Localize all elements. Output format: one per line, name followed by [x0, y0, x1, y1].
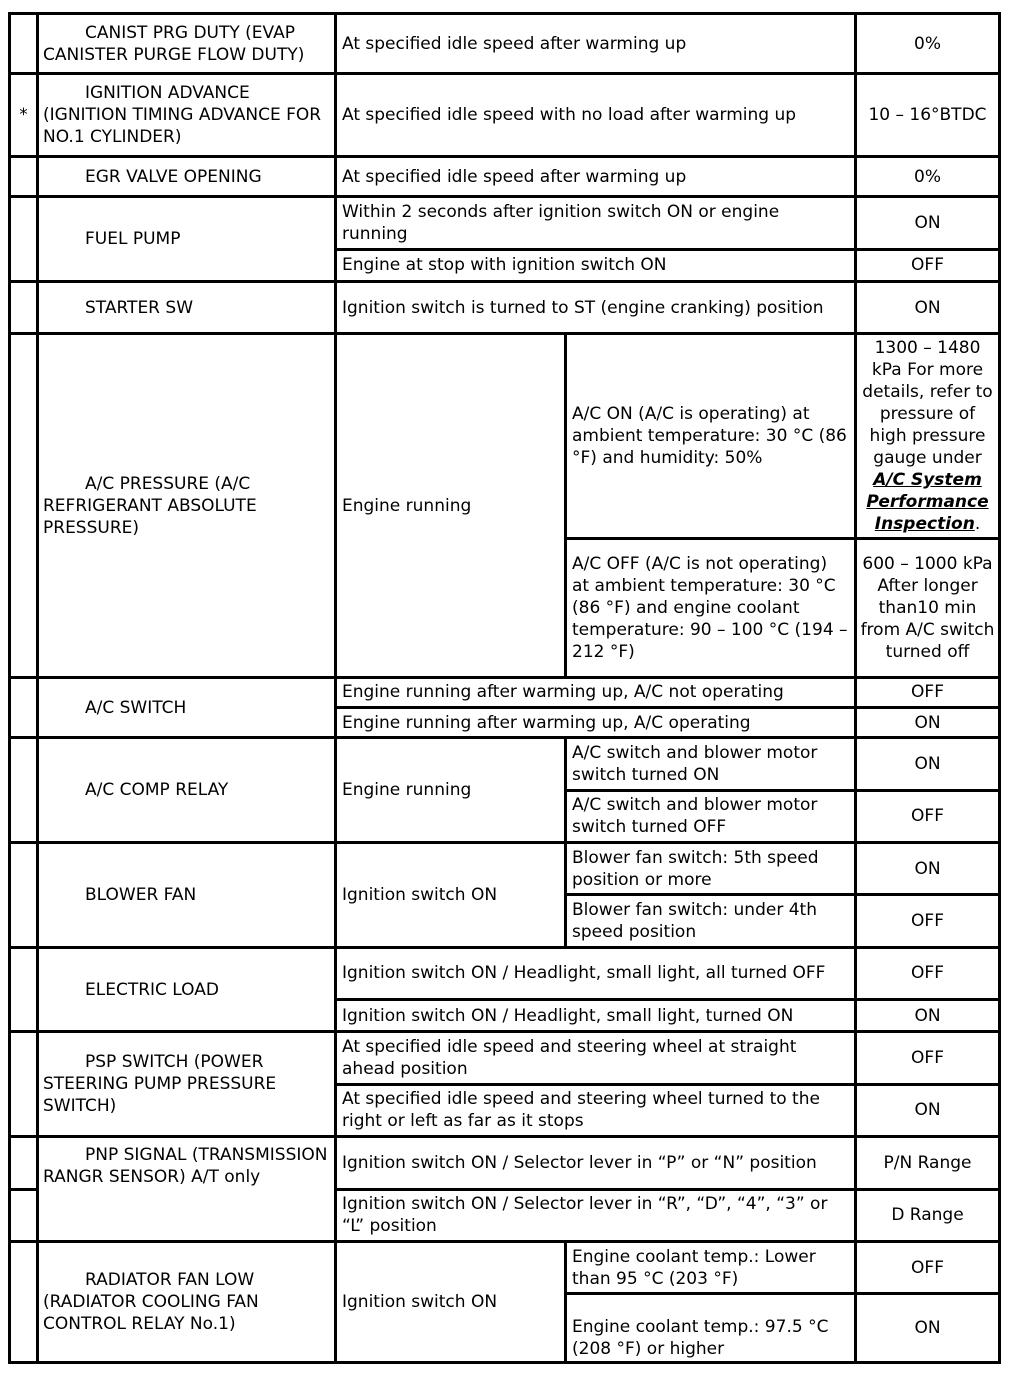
sub-condition-cell: A/C ON (A/C is operating) at ambient temperature: 30 °C (86 °F) and humidity: 50% [566, 334, 856, 539]
row-mark [10, 281, 38, 333]
table-row [10, 1241, 1000, 1293]
row-mark [10, 1032, 38, 1137]
value-cell: 10 – 16°BTDC [856, 74, 1000, 157]
table-row [10, 677, 1000, 707]
sub-condition-cell: A/C switch and blower motor switch turned OFF [566, 790, 856, 842]
condition-cell: Ignition switch ON / Selector lever in “P” or “N” position [336, 1137, 856, 1189]
condition-cell: Ignition switch ON / Headlight, small light, turned ON [336, 1000, 856, 1032]
row-mark [10, 1137, 38, 1189]
condition-cell: Engine running [336, 334, 566, 678]
sub-condition-cell: A/C switch and blower motor switch turned ON [566, 738, 856, 790]
condition-cell: Ignition switch ON / Headlight, small light, all turned OFF [336, 947, 856, 999]
sub-condition-cell: Blower fan switch: under 4th speed position [566, 895, 856, 947]
value-cell: OFF [856, 947, 1000, 999]
table-row [10, 14, 1000, 74]
value-cell: ON [856, 197, 1000, 249]
value-cell: 0% [856, 157, 1000, 197]
table-row [10, 843, 1000, 895]
item-name: FUEL PUMP [38, 197, 336, 282]
value-cell: OFF [856, 249, 1000, 281]
condition-cell: At specified idle speed and steering wheel turned to the right or left as far as it stops [336, 1084, 856, 1136]
item-name: ELECTRIC LOAD [38, 947, 336, 1032]
condition-cell: At specified idle speed with no load after warming up [336, 74, 856, 157]
table-row [10, 74, 1000, 157]
value-cell: ON [856, 281, 1000, 333]
item-name: PSP SWITCH (POWER STEERING PUMP PRESSURE SWITCH) [38, 1032, 336, 1137]
row-mark [10, 843, 38, 948]
value-cell: OFF [856, 790, 1000, 842]
row-mark [10, 197, 38, 282]
item-name: CANIST PRG DUTY (EVAP CANISTER PURGE FLOW DUTY) [38, 14, 336, 74]
item-name: IGNITION ADVANCE (IGNITION TIMING ADVANCE FOR NO.1 CYLINDER) [38, 74, 336, 157]
condition-cell: At specified idle speed and steering wheel at straight ahead position [336, 1032, 856, 1084]
condition-cell: Ignition switch ON [336, 843, 566, 948]
value-cell: ON [856, 738, 1000, 790]
condition-cell: At specified idle speed after warming up [336, 157, 856, 197]
item-name: STARTER SW [38, 281, 336, 333]
value-cell: 1300 – 1480 kPa For more details, refer to pressure of high pressure gauge under A/C System Performance Inspection. [856, 334, 1000, 539]
table-row [10, 1137, 1000, 1189]
value-cell: OFF [856, 1241, 1000, 1293]
item-name: A/C COMP RELAY [38, 738, 336, 843]
item-name: EGR VALVE OPENING [38, 157, 336, 197]
value-cell: ON [856, 1000, 1000, 1032]
condition-cell: Engine running after warming up, A/C operating [336, 708, 856, 738]
row-mark: * [10, 74, 38, 157]
row-mark [10, 334, 38, 678]
sub-condition-cell: A/C OFF (A/C is not operating) at ambient temperature: 30 °C (86 °F) and engine coolant temperature: 90 – 100 °C (194 – 212 °F) [566, 538, 856, 677]
row-mark [10, 1189, 38, 1241]
item-name: A/C PRESSURE (A/C REFRIGERANT ABSOLUTE PRESSURE) [38, 334, 336, 678]
sub-condition-cell: Blower fan switch: 5th speed position or more [566, 843, 856, 895]
value-cell: OFF [856, 895, 1000, 947]
sub-condition-cell: Engine coolant temp.: Lower than 95 °C (203 °F) [566, 1241, 856, 1293]
table-row [10, 334, 1000, 539]
data-list-spec-table [8, 12, 1001, 1364]
ac-system-performance-inspection-link[interactable]: A/C System Performance Inspection [866, 470, 989, 535]
row-mark [10, 738, 38, 843]
condition-cell: Engine running [336, 738, 566, 843]
value-cell: P/N Range [856, 1137, 1000, 1189]
condition-cell: Within 2 seconds after ignition switch ON or engine running [336, 197, 856, 249]
item-name: PNP SIGNAL (TRANSMISSION RANGR SENSOR) A/T only [38, 1137, 336, 1242]
value-cell: 600 – 1000 kPa After longer than10 min from A/C switch turned off [856, 538, 1000, 677]
condition-cell: Engine at stop with ignition switch ON [336, 249, 856, 281]
condition-cell: Ignition switch is turned to ST (engine cranking) position [336, 281, 856, 333]
value-cell: OFF [856, 677, 1000, 707]
item-name: A/C SWITCH [38, 677, 336, 737]
value-cell: ON [856, 708, 1000, 738]
value-cell: ON [856, 1084, 1000, 1136]
table-row [10, 157, 1000, 197]
value-cell: D Range [856, 1189, 1000, 1241]
table-row [10, 947, 1000, 999]
table-row [10, 197, 1000, 249]
value-cell: OFF [856, 1032, 1000, 1084]
row-mark [10, 157, 38, 197]
row-mark [10, 677, 38, 737]
value-cell: ON [856, 1294, 1000, 1363]
condition-cell: Engine running after warming up, A/C not operating [336, 677, 856, 707]
condition-cell: At specified idle speed after warming up [336, 14, 856, 74]
value-cell: 0% [856, 14, 1000, 74]
row-mark [10, 14, 38, 74]
item-name: BLOWER FAN [38, 843, 336, 948]
table-row [10, 738, 1000, 790]
condition-cell: Ignition switch ON [336, 1241, 566, 1362]
condition-cell: Ignition switch ON / Selector lever in “R”, “D”, “4”, “3” or “L” position [336, 1189, 856, 1241]
row-mark [10, 1241, 38, 1362]
item-name: RADIATOR FAN LOW (RADIATOR COOLING FAN CONTROL RELAY No.1) [38, 1241, 336, 1362]
row-mark [10, 947, 38, 1032]
table-row [10, 1032, 1000, 1084]
value-cell: ON [856, 843, 1000, 895]
sub-condition-cell: Engine coolant temp.: 97.5 °C (208 °F) or higher [566, 1294, 856, 1363]
table-row [10, 281, 1000, 333]
